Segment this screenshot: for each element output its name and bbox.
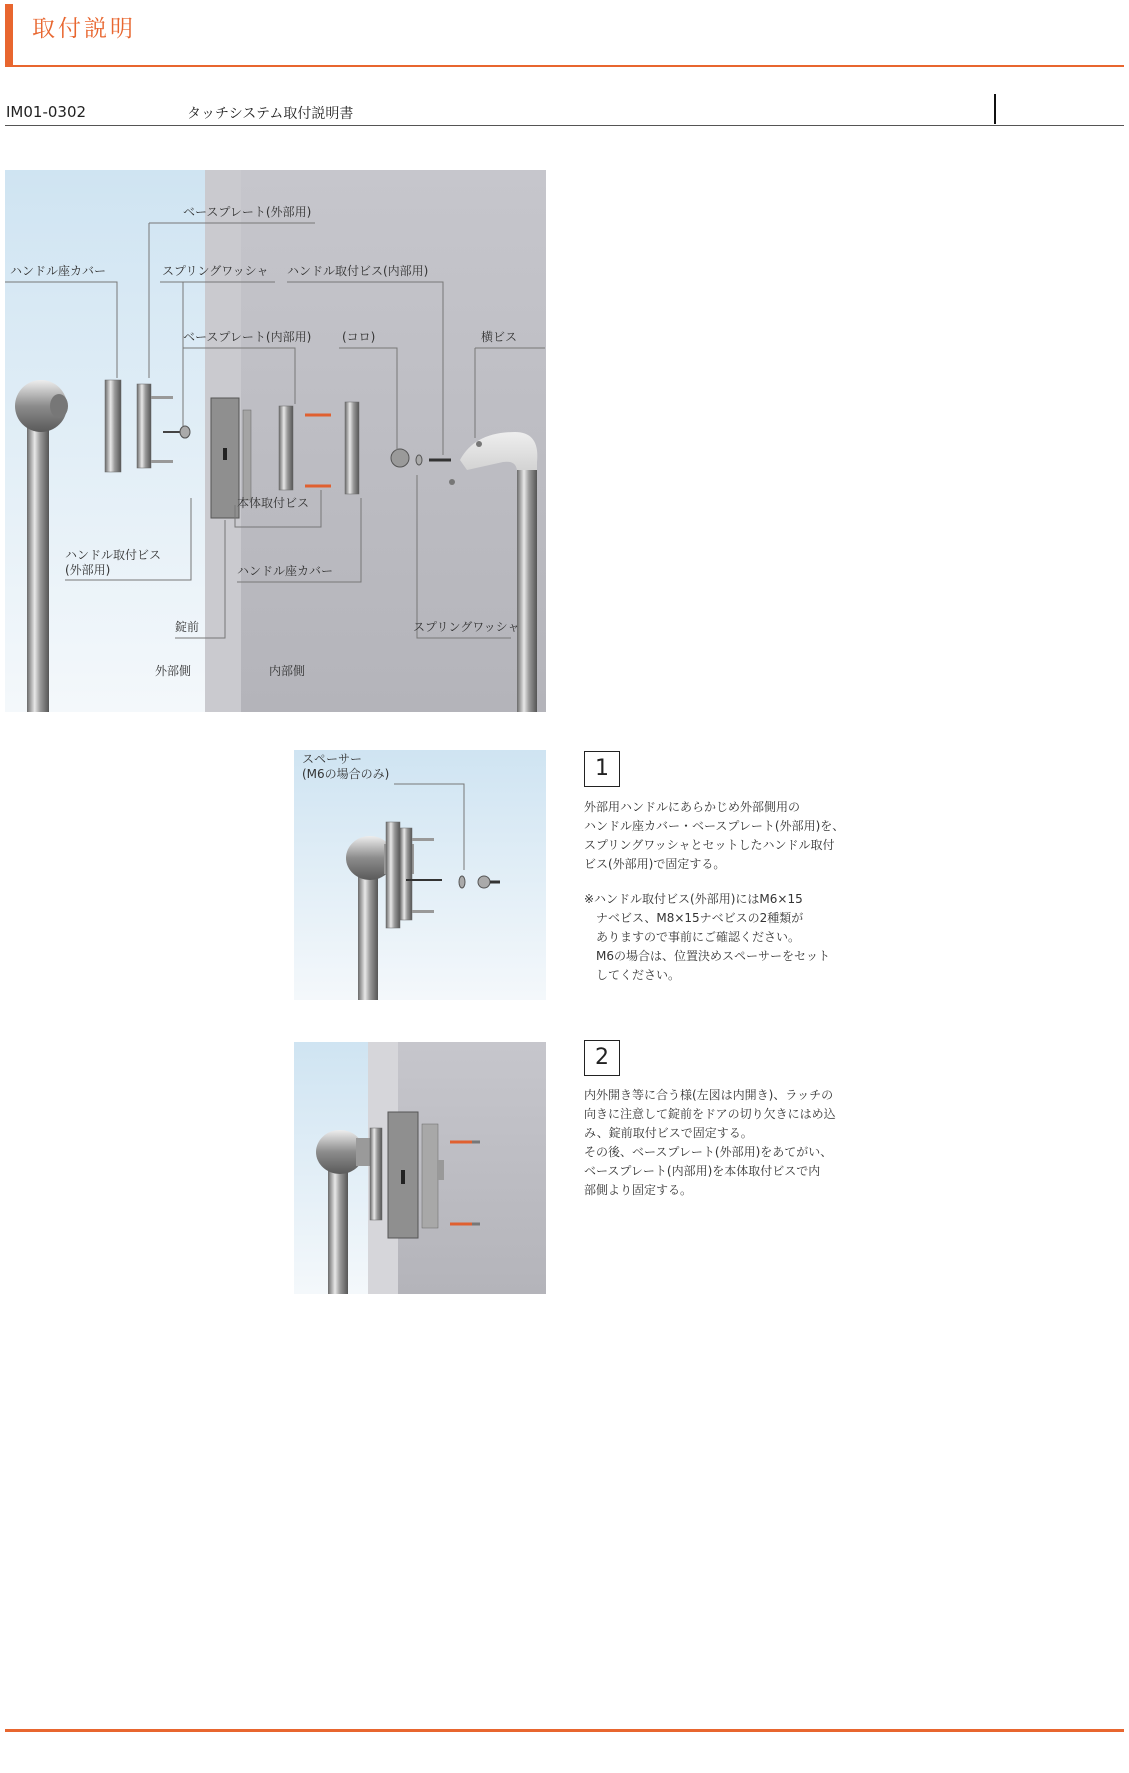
label-side-screw: 横ビス xyxy=(481,330,518,344)
step1-drawing xyxy=(294,750,546,1000)
label-spring-washer-bottom: スプリングワッシャ xyxy=(413,620,520,634)
step1-number-box: 1 xyxy=(584,751,620,787)
label-spacer-note: (M6の場合のみ) xyxy=(302,767,390,781)
step2-drawing xyxy=(294,1042,546,1294)
step1-instructions: 外部用ハンドルにあらかじめ外部側用の ハンドル座カバー・ベースプレート(外部用)を、 スプリングワッシャとセットしたハンドル取付 ビス(外部用)で固定する。 xyxy=(584,800,845,871)
label-handle-cover-left: ハンドル座カバー xyxy=(10,264,107,278)
document-rule xyxy=(5,125,1124,126)
page-title: 取付説明 xyxy=(32,16,136,42)
label-handle-screw-inner: ハンドル取付ビス(内部用) xyxy=(287,264,429,278)
label-koro: (コロ) xyxy=(342,330,376,344)
step2-instructions: 内外開き等に合う様(左図は内開き)、ラッチの 向きに注意して錠前をドアの切り欠きにはめ込 み、錠前取付ビスで固定する。 その後、ベースプレート(外部用)をあてがい、 ベースプレート(内部用)を本体取付ビスで内 部側より固定する。 xyxy=(584,1088,836,1197)
footer-rule xyxy=(5,1729,1124,1732)
label-spring-washer-top: スプリングワッシャ xyxy=(162,264,269,278)
label-handle-screw-outer-line2: (外部用) xyxy=(65,563,111,577)
label-spacer: スペーサー xyxy=(302,752,363,766)
step2-number-box: 2 xyxy=(584,1040,620,1076)
label-outer-side: 外部側 xyxy=(155,664,192,678)
document-code: IM01-0302 xyxy=(6,103,87,121)
label-handle-screw-outer-line1: ハンドル取付ビス xyxy=(65,548,162,562)
label-base-plate-outer: ベースプレート(外部用) xyxy=(183,205,312,219)
header-divider xyxy=(994,94,996,124)
overview-diagram xyxy=(5,170,546,712)
label-inner-side: 内部側 xyxy=(269,664,306,678)
label-handle-cover-right: ハンドル座カバー xyxy=(237,564,334,578)
step1-illustration xyxy=(294,750,546,1000)
label-body-screw: 本体取付ビス xyxy=(237,496,310,510)
header-rule xyxy=(5,65,1124,67)
step1-note: ※ハンドル取付ビス(外部用)にはM6×15 ナベビス、M8×15ナベビスの2種類が ありますので事前にご確認ください。 M6の場合は、位置決めスペーサーをセット してください。 xyxy=(584,892,830,982)
step2-illustration xyxy=(294,1042,546,1294)
label-lock-front: 錠前 xyxy=(175,620,200,634)
document-title: タッチシステム取付説明書 xyxy=(187,106,354,122)
label-base-plate-inner: ベースプレート(内部用) xyxy=(183,330,312,344)
header-accent-bar xyxy=(5,4,13,66)
